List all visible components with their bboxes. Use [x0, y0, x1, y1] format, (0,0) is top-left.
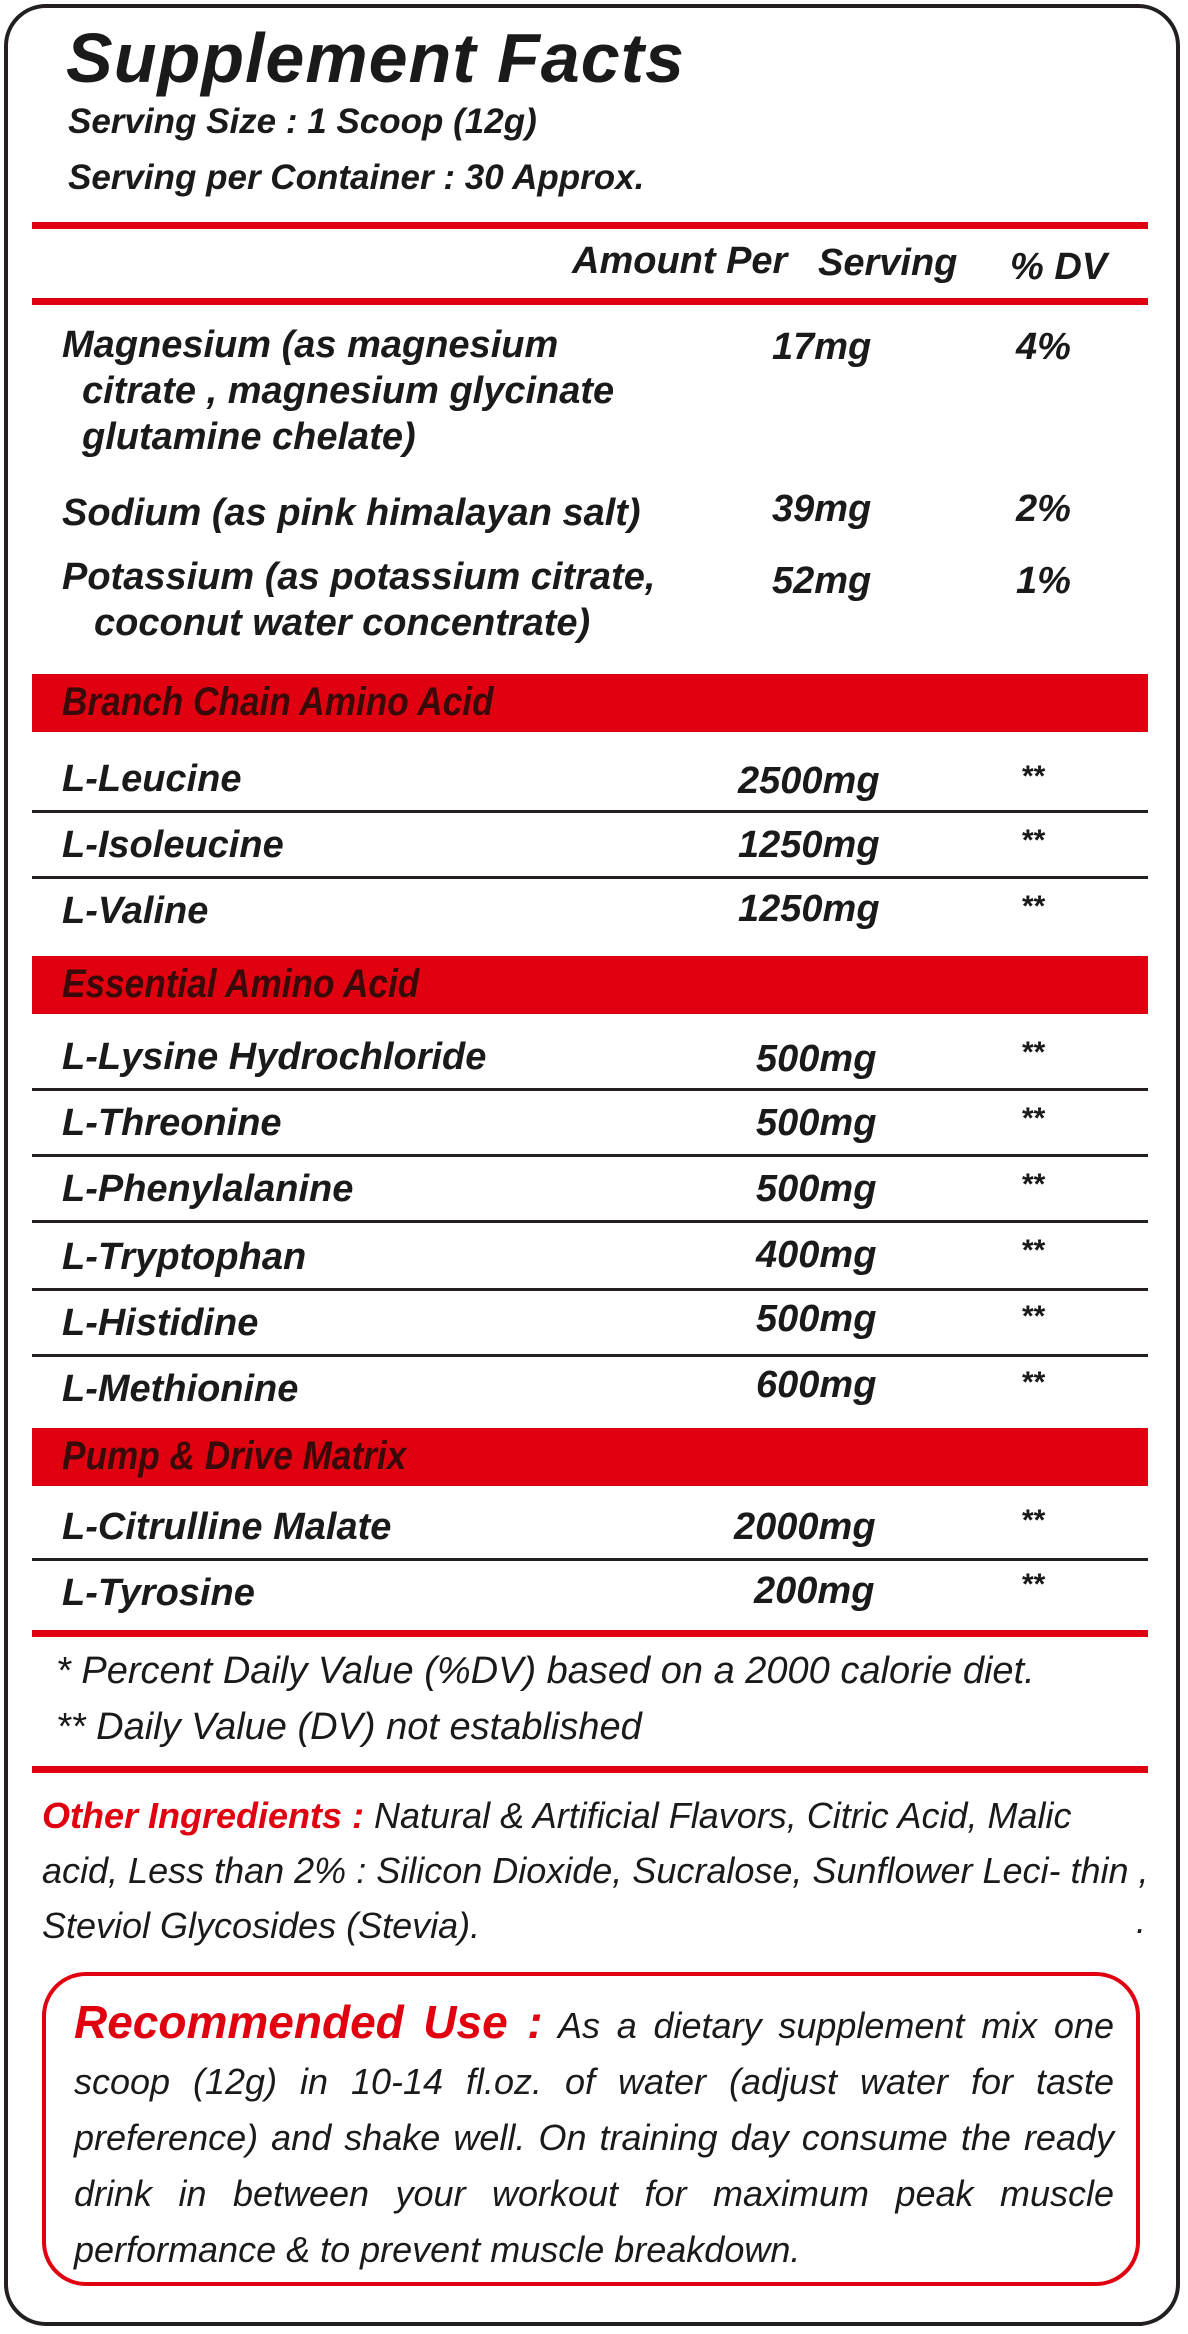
- serving-size: Serving Size : 1 Scoop (12g): [68, 102, 537, 141]
- dv-column-label: % DV: [1010, 246, 1108, 288]
- row-divider: [32, 810, 1148, 813]
- ingredient-name: L-Tryptophan: [62, 1236, 307, 1278]
- ingredient-name: L-Valine: [62, 890, 209, 932]
- mineral-magnesium: [62, 322, 614, 460]
- row-divider: [32, 1220, 1148, 1223]
- servings-per-container: Serving per Container : 30 Approx.: [68, 158, 645, 197]
- mineral-line: coconut water concentrate): [94, 602, 591, 644]
- mineral-potassium: [62, 554, 655, 646]
- ingredient-name: L-Threonine: [62, 1102, 282, 1144]
- ingredient-dv: **: [1022, 1234, 1046, 1267]
- mineral-line: glutamine chelate): [82, 416, 416, 458]
- ingredient-amount: 200mg: [754, 1570, 875, 1612]
- ingredient-dv: **: [1022, 890, 1046, 923]
- ingredient-name: L-Histidine: [62, 1302, 259, 1344]
- other-ingredients-label: Other Ingredients :: [42, 1795, 365, 1836]
- row-divider: [32, 1354, 1148, 1357]
- ingredient-dv: **: [1022, 1366, 1046, 1399]
- section-band-bcaa: [32, 674, 1148, 732]
- ingredient-dv: **: [1022, 760, 1046, 793]
- ingredient-amount: 500mg: [756, 1168, 877, 1210]
- ingredient-name: L-Isoleucine: [62, 824, 284, 866]
- section-title: Pump & Drive Matrix: [62, 1434, 407, 1478]
- ingredient-name: L-Tyrosine: [62, 1572, 255, 1614]
- ingredient-dv: **: [1022, 1102, 1046, 1135]
- magnesium-amount: 17mg: [772, 326, 872, 368]
- ingredient-amount: 500mg: [756, 1038, 877, 1080]
- mineral-line: citrate , magnesium glycinate: [82, 370, 615, 412]
- mineral-sodium: [62, 490, 641, 536]
- ingredient-amount: 400mg: [756, 1234, 877, 1276]
- potassium-dv: 1%: [1016, 560, 1071, 602]
- recommended-use: [74, 1994, 1114, 2278]
- ingredient-amount: 500mg: [756, 1298, 877, 1340]
- recommended-use-box: [42, 1972, 1140, 2286]
- ingredient-dv: **: [1022, 1504, 1046, 1537]
- trailing-period: .: [1136, 1900, 1147, 1941]
- ingredient-dv: **: [1022, 1300, 1046, 1333]
- not-established-footnote: ** Daily Value (DV) not established: [56, 1706, 642, 1748]
- ingredient-name: L-Methionine: [62, 1368, 299, 1410]
- ingredient-name: L-Citrulline Malate: [62, 1506, 392, 1548]
- ingredient-amount: 600mg: [756, 1364, 877, 1406]
- other-ingredients-text: Natural & Artificial Flavors, Citric Acid, Malic acid, Less than 2% : Silicon Dioxide, Sucralose, Sunflower Leci- thin , Steviol Glycosides (Stevia).: [42, 1795, 1149, 1946]
- header-rule: [32, 222, 1148, 229]
- ingredient-dv: **: [1022, 1168, 1046, 1201]
- section-band-eaa: [32, 956, 1148, 1014]
- ingredient-dv: **: [1022, 1036, 1046, 1069]
- ingredient-amount: 500mg: [756, 1102, 877, 1144]
- amount-per-label: Amount Per: [572, 240, 788, 282]
- ingredient-amount: 2500mg: [738, 760, 880, 802]
- row-divider: [32, 876, 1148, 879]
- ingredient-amount: 1250mg: [738, 824, 880, 866]
- ingredient-name: L-Leucine: [62, 758, 242, 800]
- sodium-dv: 2%: [1016, 488, 1071, 530]
- magnesium-dv: 4%: [1016, 326, 1071, 368]
- mineral-line: Potassium (as potassium citrate,: [62, 556, 656, 598]
- mineral-line: Sodium (as pink himalayan salt): [62, 492, 641, 534]
- sodium-amount: 39mg: [772, 488, 872, 530]
- row-divider: [32, 1288, 1148, 1291]
- section-band-pump: [32, 1428, 1148, 1486]
- section-title: Essential Amino Acid: [62, 962, 420, 1006]
- footnote-rule: [32, 1766, 1148, 1773]
- recommended-use-text: As a dietary supplement mix one scoop (12g) in 10-14 fl.oz. of water (adjust water for taste preference) and shake well. On training day consume the ready drink in between your workout for maximum peak muscle performance & to prevent muscle breakdown.: [74, 2005, 1114, 2270]
- potassium-amount: 52mg: [772, 560, 872, 602]
- ingredient-amount: 1250mg: [738, 888, 880, 930]
- ingredient-amount: 2000mg: [734, 1506, 876, 1548]
- column-rule: [32, 298, 1148, 305]
- other-ingredients: [42, 1788, 1152, 1953]
- serving-label: Serving: [818, 242, 958, 284]
- supplement-facts-title: Supplement Facts: [66, 19, 685, 97]
- row-divider: [32, 1154, 1148, 1157]
- recommended-use-label: Recommended Use :: [74, 1996, 543, 2048]
- dv-footnote: * Percent Daily Value (%DV) based on a 2000 calorie diet.: [56, 1650, 1035, 1692]
- ingredient-name: L-Lysine Hydrochloride: [62, 1036, 487, 1078]
- row-divider: [32, 1558, 1148, 1561]
- section-title: Branch Chain Amino Acid: [62, 680, 494, 724]
- ingredient-dv: **: [1022, 1568, 1046, 1601]
- table-end-rule: [32, 1630, 1148, 1637]
- ingredient-dv: **: [1022, 824, 1046, 857]
- row-divider: [32, 1088, 1148, 1091]
- ingredient-name: L-Phenylalanine: [62, 1168, 354, 1210]
- mineral-line: Magnesium (as magnesium: [62, 324, 559, 366]
